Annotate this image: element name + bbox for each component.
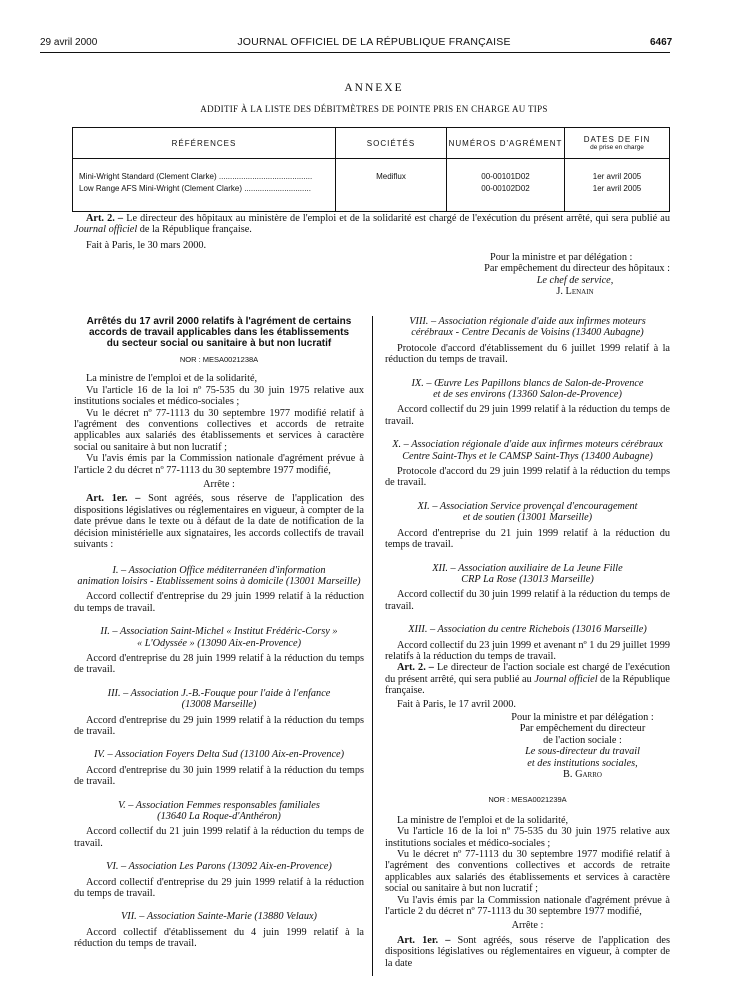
decree-title-line3: du secteur social ou sanitaire à but non lucratif [106, 338, 332, 349]
agreement-text: Accord d'entreprise du 28 juin 1999 relatif à la réduction du temps de travail. [74, 652, 364, 676]
agreement-item [385, 624, 670, 662]
agreement-text: Accord d'entreprise du 30 juin 1999 relatif à la réduction du temps de travail. [74, 764, 364, 788]
agreement-heading-2: Centre Saint-Thys et le CAMSP Saint-Thys (13400 Aubagne) [402, 450, 653, 462]
arrete-2: Arrête : [511, 920, 544, 932]
nor-reference: NOR : MESA0021238A [179, 355, 259, 364]
article-1-2: Art. 1er. – Sont agréés, sous réserve de l'application des dispositions législatives ou réglementaires en vigueur, à compter de la date [385, 934, 671, 969]
decree-title-line2: accords de travail applicables dans les établissements [88, 327, 350, 338]
agreement-heading: I. – Association Office méditerranéen d'information [112, 564, 326, 576]
journal-title: JOURNAL OFFICIEL DE LA RÉPUBLIQUE FRANÇAISE [237, 36, 511, 48]
agreement-text: Protocole d'accord d'établissement du 6 juillet 1999 relatif à la réduction du temps de travail. [385, 342, 670, 366]
agreement-item [74, 861, 364, 899]
agreement-heading-2: et de ses environs (13360 Salon-de-Provence) [433, 389, 622, 401]
numero-2: 00-00102D02 [481, 184, 530, 193]
col-header-references: RÉFÉRENCES [73, 128, 336, 159]
agreement-heading: XI. – Association Service provençal d'encouragement [417, 500, 638, 512]
agreement-item [385, 316, 670, 366]
vu-2-2: Vu le décret nº 77-1113 du 30 septembre 1977 modifié relatif à l'agrément des conventions collectives et accords de retraite applicables aux salariés des établissements et services à caractère social ou sanitaire à but non lucratif ; [385, 849, 670, 895]
agreement-text: Protocole d'accord du 29 juin 1999 relatif à la réduction du temps de travail. [385, 466, 670, 489]
agreement-text: Accord collectif d'entreprise du 29 juin 1999 relatif à la réduction du temps de travail. [74, 876, 364, 900]
agreement-heading-2: animation loisirs - Etablissement soins à domicile (13001 Marseille) [77, 575, 361, 587]
table-row [73, 159, 670, 212]
agreement-item [385, 378, 670, 428]
vu-2: Vu le décret nº 77-1113 du 30 septembre 1977 modifié relatif à l'agrément des conventions collectives et accords de retraite applicables aux salariés des établissements et services à caractère social ou sanitaire à but non lucratif ; [74, 407, 364, 453]
agreement-heading: VI. – Association Les Parons (13092 Aix-en-Provence) [106, 861, 332, 873]
agreement-item [74, 800, 364, 850]
arrete: Arrête : [203, 479, 235, 491]
ministre: La ministre de l'emploi et de la solidarité, [86, 373, 258, 385]
references-table [72, 127, 670, 212]
agreement-heading-2: « L'Odyssée » (13090 Aix-en-Provence) [136, 637, 302, 649]
agreement-heading-2: et de soutien (13001 Marseille) [462, 512, 593, 524]
agreement-item [74, 688, 364, 738]
table-header-row [73, 128, 670, 159]
cell-societe: Mediflux [336, 159, 447, 212]
agreement-text: Accord d'entreprise du 21 juin 1999 relatif à la réduction du temps de travail. [385, 527, 670, 551]
right-column [385, 316, 670, 969]
col-header-dates-line2: de prise en charge [590, 144, 644, 151]
ref-2: Low Range AFS Mini-Wright (Clement Clarke) .............................. [79, 184, 311, 193]
page-number: 6467 [650, 37, 673, 48]
vu-3: Vu l'avis émis par la Commission nationale d'agrément prévue à l'article 2 du décret nº 77-1113 du 30 septembre 1977 modifié, [74, 453, 364, 476]
agreement-heading: V. – Association Femmes responsables familiales [118, 799, 320, 811]
agreement-heading-2: (13008 Marseille) [181, 699, 257, 711]
agreement-heading: III. – Association J.-B.-Fouque pour l'aide à l'enfance [107, 687, 331, 699]
agreement-item [74, 911, 364, 949]
agreement-heading: IV. – Association Foyers Delta Sud (13100 Aix-en-Provence) [93, 749, 345, 761]
cell-dates [565, 159, 670, 212]
agreement-heading: II. – Association Saint-Michel « Institut Frédéric-Corsy » [100, 626, 338, 638]
agreement-item [74, 626, 364, 676]
right-items [385, 316, 670, 662]
ministre-2: La ministre de l'emploi et de la solidarité, [397, 814, 569, 826]
signature-block: Pour la ministre et par délégation : Par empêchement du directeur de l'action sociale : Le sous-directeur du travail et des institutions sociales, B. Garro [511, 711, 654, 780]
agreement-item [74, 565, 364, 615]
agreement-heading: IX. – Œuvre Les Papillons blancs de Salon-de-Provence [411, 377, 644, 389]
date-2: 1er avril 2005 [592, 184, 642, 193]
left-items [74, 565, 364, 950]
agreement-item [385, 563, 670, 613]
vu-1: Vu l'article 16 de la loi nº 75-535 du 30 juin 1975 relative aux institutions sociales et médico-sociales ; [74, 384, 364, 408]
agreement-item [385, 439, 670, 489]
decree-title-line1: Arrêtés du 17 avril 2000 relatifs à l'agrément de certains [86, 316, 352, 327]
agreement-heading: XII. – Association auxiliaire de La Jeune Fille [432, 562, 623, 574]
article-1: Art. 1er. – Sont agréés, sous réserve de l'application des dispositions législatives ou réglementaires en vigueur, à compter de la date prévue dans le texte ou à défaut de la date de notification de la décision ministérielle aux signataires, les accords collectifs de travail suivants : [74, 493, 365, 551]
agreement-text: Accord collectif du 29 juin 1999 relatif à la réduction du temps de travail. [385, 404, 670, 427]
column-divider [372, 316, 373, 976]
vu-1-2: Vu l'article 16 de la loi nº 75-535 du 30 juin 1975 relative aux institutions sociales et médico-sociales ; [385, 826, 670, 849]
agreement-item [74, 749, 364, 787]
agreement-text: Accord collectif du 30 juin 1999 relatif à la réduction du temps de travail. [385, 589, 670, 612]
cell-references [73, 159, 336, 212]
annexe-fait: Fait à Paris, le 30 mars 2000. [86, 240, 207, 251]
agreement-text: Accord collectif du 23 juin 1999 et avenant nº 1 du 29 juillet 1999 relatifs à la réduction du temps de travail. [385, 639, 670, 662]
numero-1: 00-00101D02 [481, 172, 530, 181]
annexe-signature: Pour la ministre et par délégation : Par empêchement du directeur des hôpitaux : Le chef de service, J. Lenain [484, 252, 670, 298]
agreement-heading: VIII. – Association régionale d'aide aux infirmes moteurs [409, 316, 646, 327]
annexe-title: ANNEXE [344, 82, 404, 94]
agreement-text: Accord collectif d'entreprise du 29 juin 1999 relatif à la réduction du temps de travail. [74, 591, 364, 614]
agreement-heading-2: cérébraux - Centre Decanis de Voisins (13400 Aubagne) [411, 327, 644, 339]
agreement-heading: VII. – Association Sainte-Marie (13880 Velaux) [121, 911, 317, 923]
agreement-text: Accord collectif d'établissement du 4 juin 1999 relatif à la réduction du temps de travail. [74, 926, 364, 950]
vu-3-2: Vu l'avis émis par la Commission nationale d'agrément prévue à l'article 2 du décret nº 77-1113 du 30 septembre 1977 modifié, [385, 894, 670, 918]
fait: Fait à Paris, le 17 avril 2000. [397, 698, 516, 710]
agreement-text: Accord d'entreprise du 29 juin 1999 relatif à la réduction du temps de travail. [74, 714, 364, 737]
left-column [74, 316, 364, 950]
agreement-heading-2: CRP La Rose (13013 Marseille) [461, 573, 594, 585]
ref-1: Mini-Wright Standard (Clement Clarke) .......................................... [79, 172, 313, 181]
agreement-heading-2: (13640 La Roque-d'Anthéron) [157, 811, 281, 822]
agreement-heading: XIII. – Association du centre Richebois (13016 Marseille) [408, 624, 647, 636]
header-rule [40, 52, 670, 53]
annexe-subtitle: ADDITIF À LA LISTE DES DÉBITMÈTRES DE POINTE PRIS EN CHARGE AU TIPS [200, 104, 548, 114]
col-header-societes: SOCIÉTÉS [336, 128, 447, 159]
col-header-dates-line1: DATES DE FIN [583, 135, 651, 144]
header-date: 29 avril 2000 [40, 37, 98, 48]
nor-reference-2: NOR : MESA0021239A [488, 795, 567, 805]
annexe-article-2: Art. 2. – Le directeur des hôpitaux au ministère de l'emploi et de la solidarité est chargé de l'exécution du présent arrêté, qui sera publié au Journal officiel de la République française. [74, 213, 670, 236]
cell-numeros [447, 159, 565, 212]
agreement-heading: X. – Association régionale d'aide aux infirmes moteurs cérébraux [392, 439, 663, 451]
col-header-dates [565, 128, 670, 159]
col-header-numeros: NUMÉROS D'AGRÉMENT [447, 128, 565, 159]
agreement-text: Accord collectif du 21 juin 1999 relatif à la réduction du temps de travail. [74, 826, 364, 849]
date-1: 1er avril 2005 [592, 172, 642, 181]
article-2: Art. 2. – Le directeur de l'action sociale est chargé de l'exécution du présent arrêté, qui sera publié au Journal officiel de la République française. [385, 662, 671, 697]
agreement-item [385, 501, 670, 551]
